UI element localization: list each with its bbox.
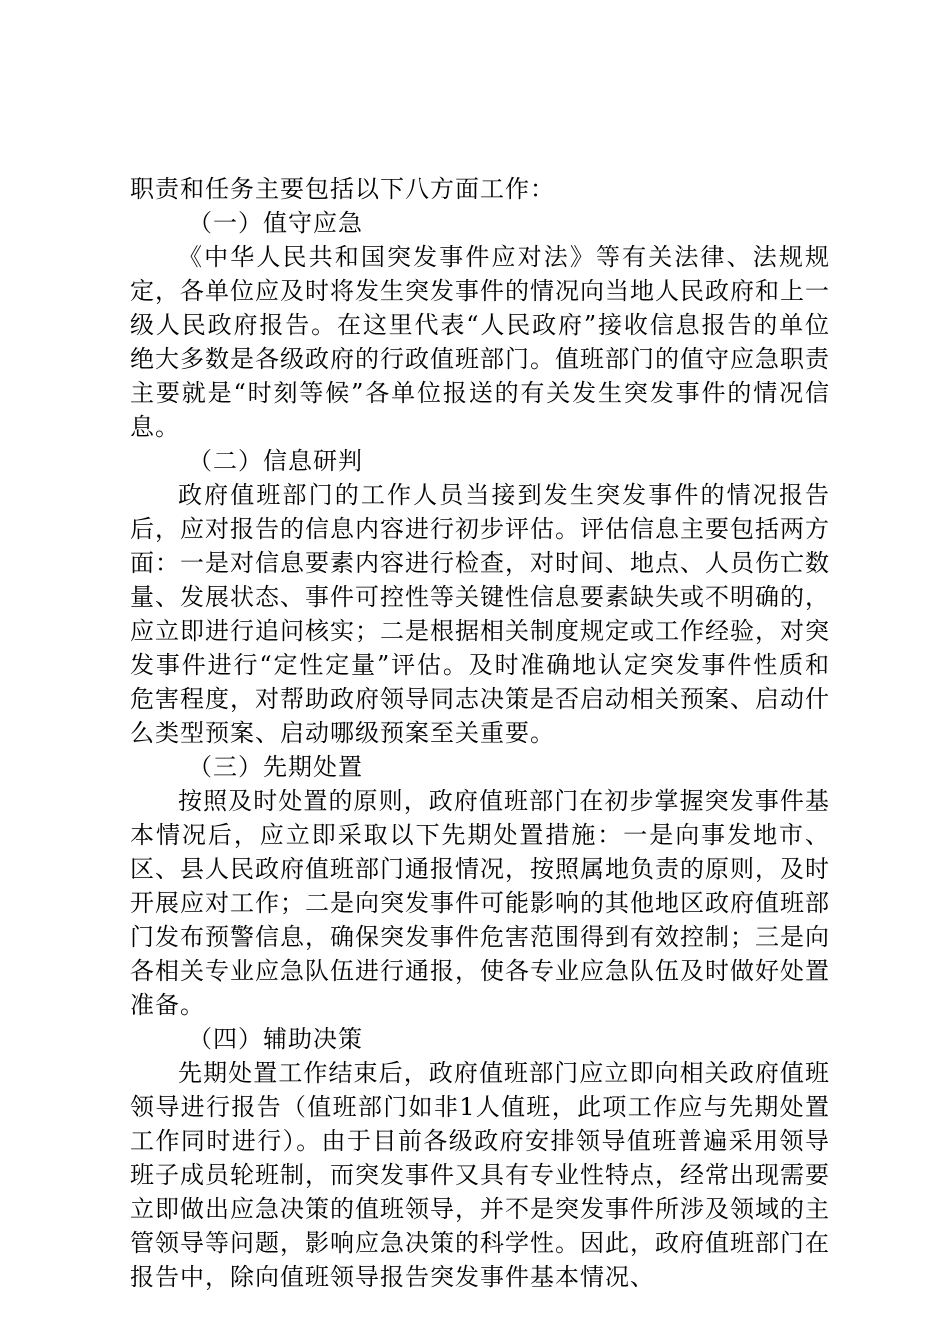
section-heading-3: （三）先期处置 [188,753,363,781]
section-body-1: 《中华人民共和国突发事件应对法》等有关法律、法规规定，各单位应及时将发生突发事件的情况向当地人民政府和上一级人民政府报告。在这里代表“人民政府”接收信息报告的单位绝大多数是各级政府的行政值班部门。值班部门的值守应急职责主要就是“时刻等候”各单位报送的有关发生突发事件的情况信息。 [130,243,830,441]
section-heading-4: （四）辅助决策 [188,1025,363,1053]
section-heading-1: （一）值守应急 [188,209,363,237]
section-heading-2: （二）信息研判 [188,447,363,475]
intro-paragraph: 职责和任务主要包括以下八方面工作： [130,175,555,203]
section-body-3: 按照及时处置的原则，政府值班部门在初步掌握突发事件基本情况后，应立即采取以下先期处置措施：一是向事发地市、区、县人民政府值班部门通报情况，按照属地负责的原则，及时开展应对工作；二是向突发事件可能影响的其他地区政府值班部门发布预警信息，确保突发事件危害范围得到有效控制；三是向各相关专业应急队伍进行通报，使各专业应急队伍及时做好处置准备。 [130,787,830,1019]
section-body-2: 政府值班部门的工作人员当接到发生突发事件的情况报告后，应对报告的信息内容进行初步评估。评估信息主要包括两方面：一是对信息要素内容进行检查，对时间、地点、人员伤亡数量、发展状态、事件可控性等关键性信息要素缺失或不明确的，应立即进行追问核实；二是根据相关制度规定或工作经验，对突发事件进行“定性定量”评估。及时准确地认定突发事件性质和危害程度，对帮助政府领导同志决策是否启动相关预案、启动什么类型预案、启动哪级预案至关重要。 [130,481,830,747]
document-page [130,172,830,1294]
section-body-4: 先期处置工作结束后，政府值班部门应立即向相关政府值班领导进行报告（值班部门如非1人值班，此项工作应与先期处置工作同时进行）。由于目前各级政府安排领导值班普遍采用领导班子成员轮班制，而突发事件又具有专业性特点，经常出现需要立即做出应急决策的值班领导，并不是突发事件所涉及领域的主管领导等问题，影响应急决策的科学性。因此，政府值班部门在报告中，除向值班领导报告突发事件基本情况、 [130,1059,830,1291]
